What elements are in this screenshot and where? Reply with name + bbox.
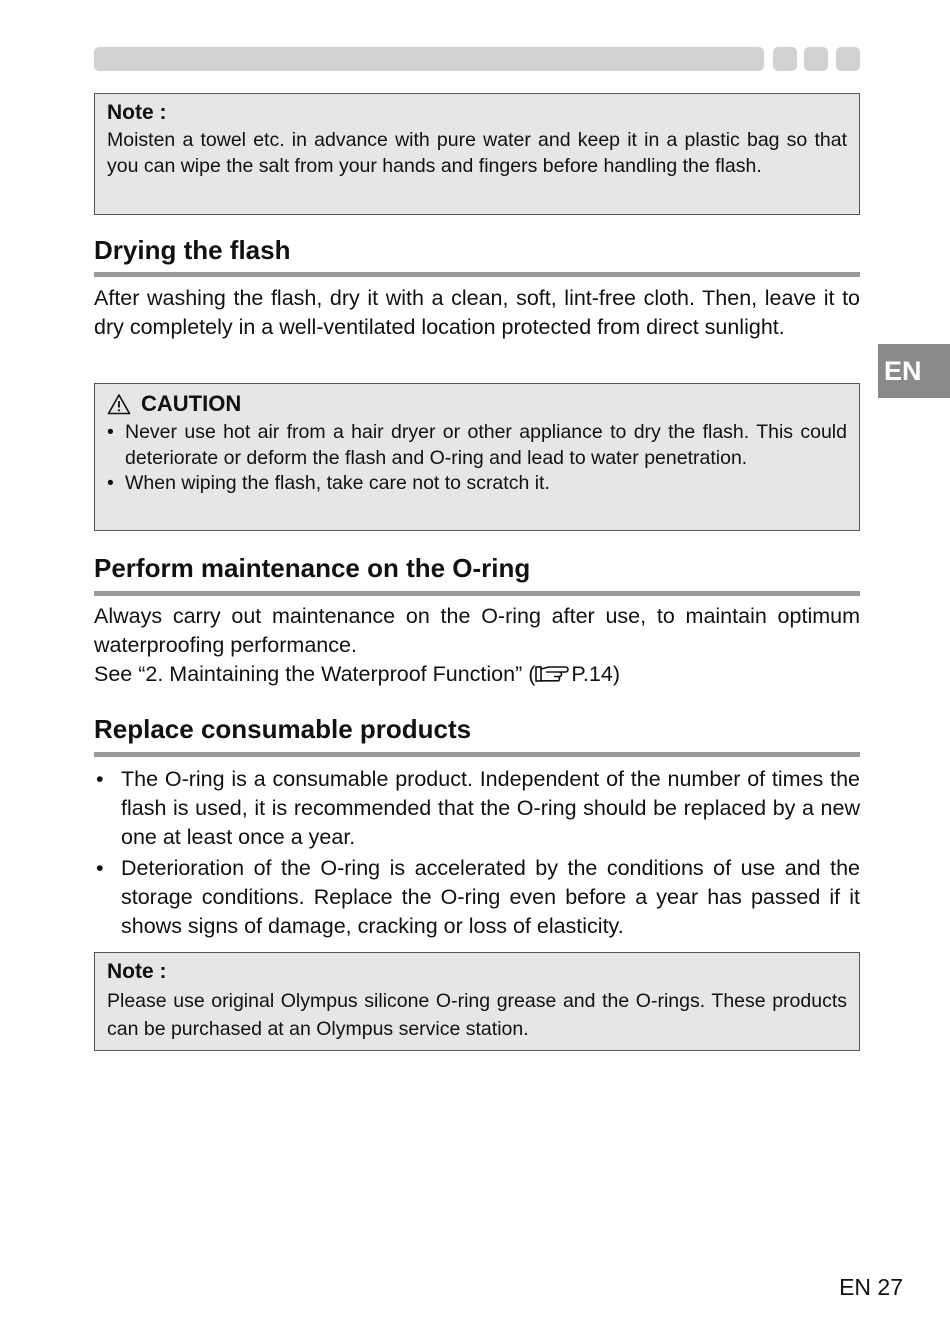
note-box-salt <box>94 93 860 215</box>
oring-paragraph <box>94 602 860 689</box>
note-title: Note : <box>107 960 167 983</box>
pointing-hand-reference-icon <box>535 664 571 684</box>
caution-list <box>107 420 847 497</box>
oring-see-reference: See “2. Maintaining the Waterproof Function” ( P.14) <box>94 662 620 686</box>
caution-heading <box>107 390 847 418</box>
warning-triangle-icon <box>107 393 131 415</box>
replace-item: • Deterioration of the O-ring is accelerated by the conditions of use and the storage conditions. Replace the O-ring even before a year has passed if it shows signs of damage, cracking or loss of elasticity. <box>96 856 860 938</box>
language-tab: EN <box>878 344 950 398</box>
section-rule <box>94 591 860 596</box>
caution-box <box>94 383 860 531</box>
replace-list <box>94 765 860 943</box>
header-bar-long <box>94 47 764 71</box>
header-bar-square-1 <box>773 47 797 71</box>
section-title-oring: Perform maintenance on the O-ring <box>94 553 531 583</box>
note-text: Moisten a towel etc. in advance with pure water and keep it in a plastic bag so that you can wipe the salt from your hands and fingers before handling the flash. <box>107 129 847 177</box>
section-title-replace: Replace consumable products <box>94 714 472 744</box>
drying-paragraph <box>94 284 860 342</box>
header-bar-square-3 <box>836 47 860 71</box>
drying-text: After washing the flash, dry it with a clean, soft, lint-free cloth. Then, leave it to dry completely in a well-ventilated location protected from direct sunlight. <box>94 286 860 339</box>
oring-text: Always carry out maintenance on the O-ring after use, to maintain optimum waterproofing performance. <box>94 604 860 657</box>
caution-title: CAUTION <box>141 391 242 416</box>
caution-item: • Never use hot air from a hair dryer or other appliance to dry the flash. This could deteriorate or deform the flash and O-ring and lead to water penetration. <box>107 421 847 469</box>
note-box-grease <box>94 952 860 1051</box>
header-bar-square-2 <box>804 47 828 71</box>
replace-item: • The O-ring is a consumable product. Independent of the number of times the flash is used, it is recommended that the O-ring should be replaced by a new one at least once a year. <box>96 767 860 849</box>
page-number: EN 27 <box>839 1274 903 1300</box>
caution-item: • When wiping the flash, take care not to scratch it. <box>107 472 550 494</box>
section-title-drying: Drying the flash <box>94 235 291 265</box>
note-title: Note : <box>107 101 167 124</box>
note-text: Please use original Olympus silicone O-ring grease and the O-rings. These products can be purchased at an Olympus service station. <box>107 990 847 1040</box>
section-rule <box>94 272 860 277</box>
section-rule <box>94 752 860 757</box>
